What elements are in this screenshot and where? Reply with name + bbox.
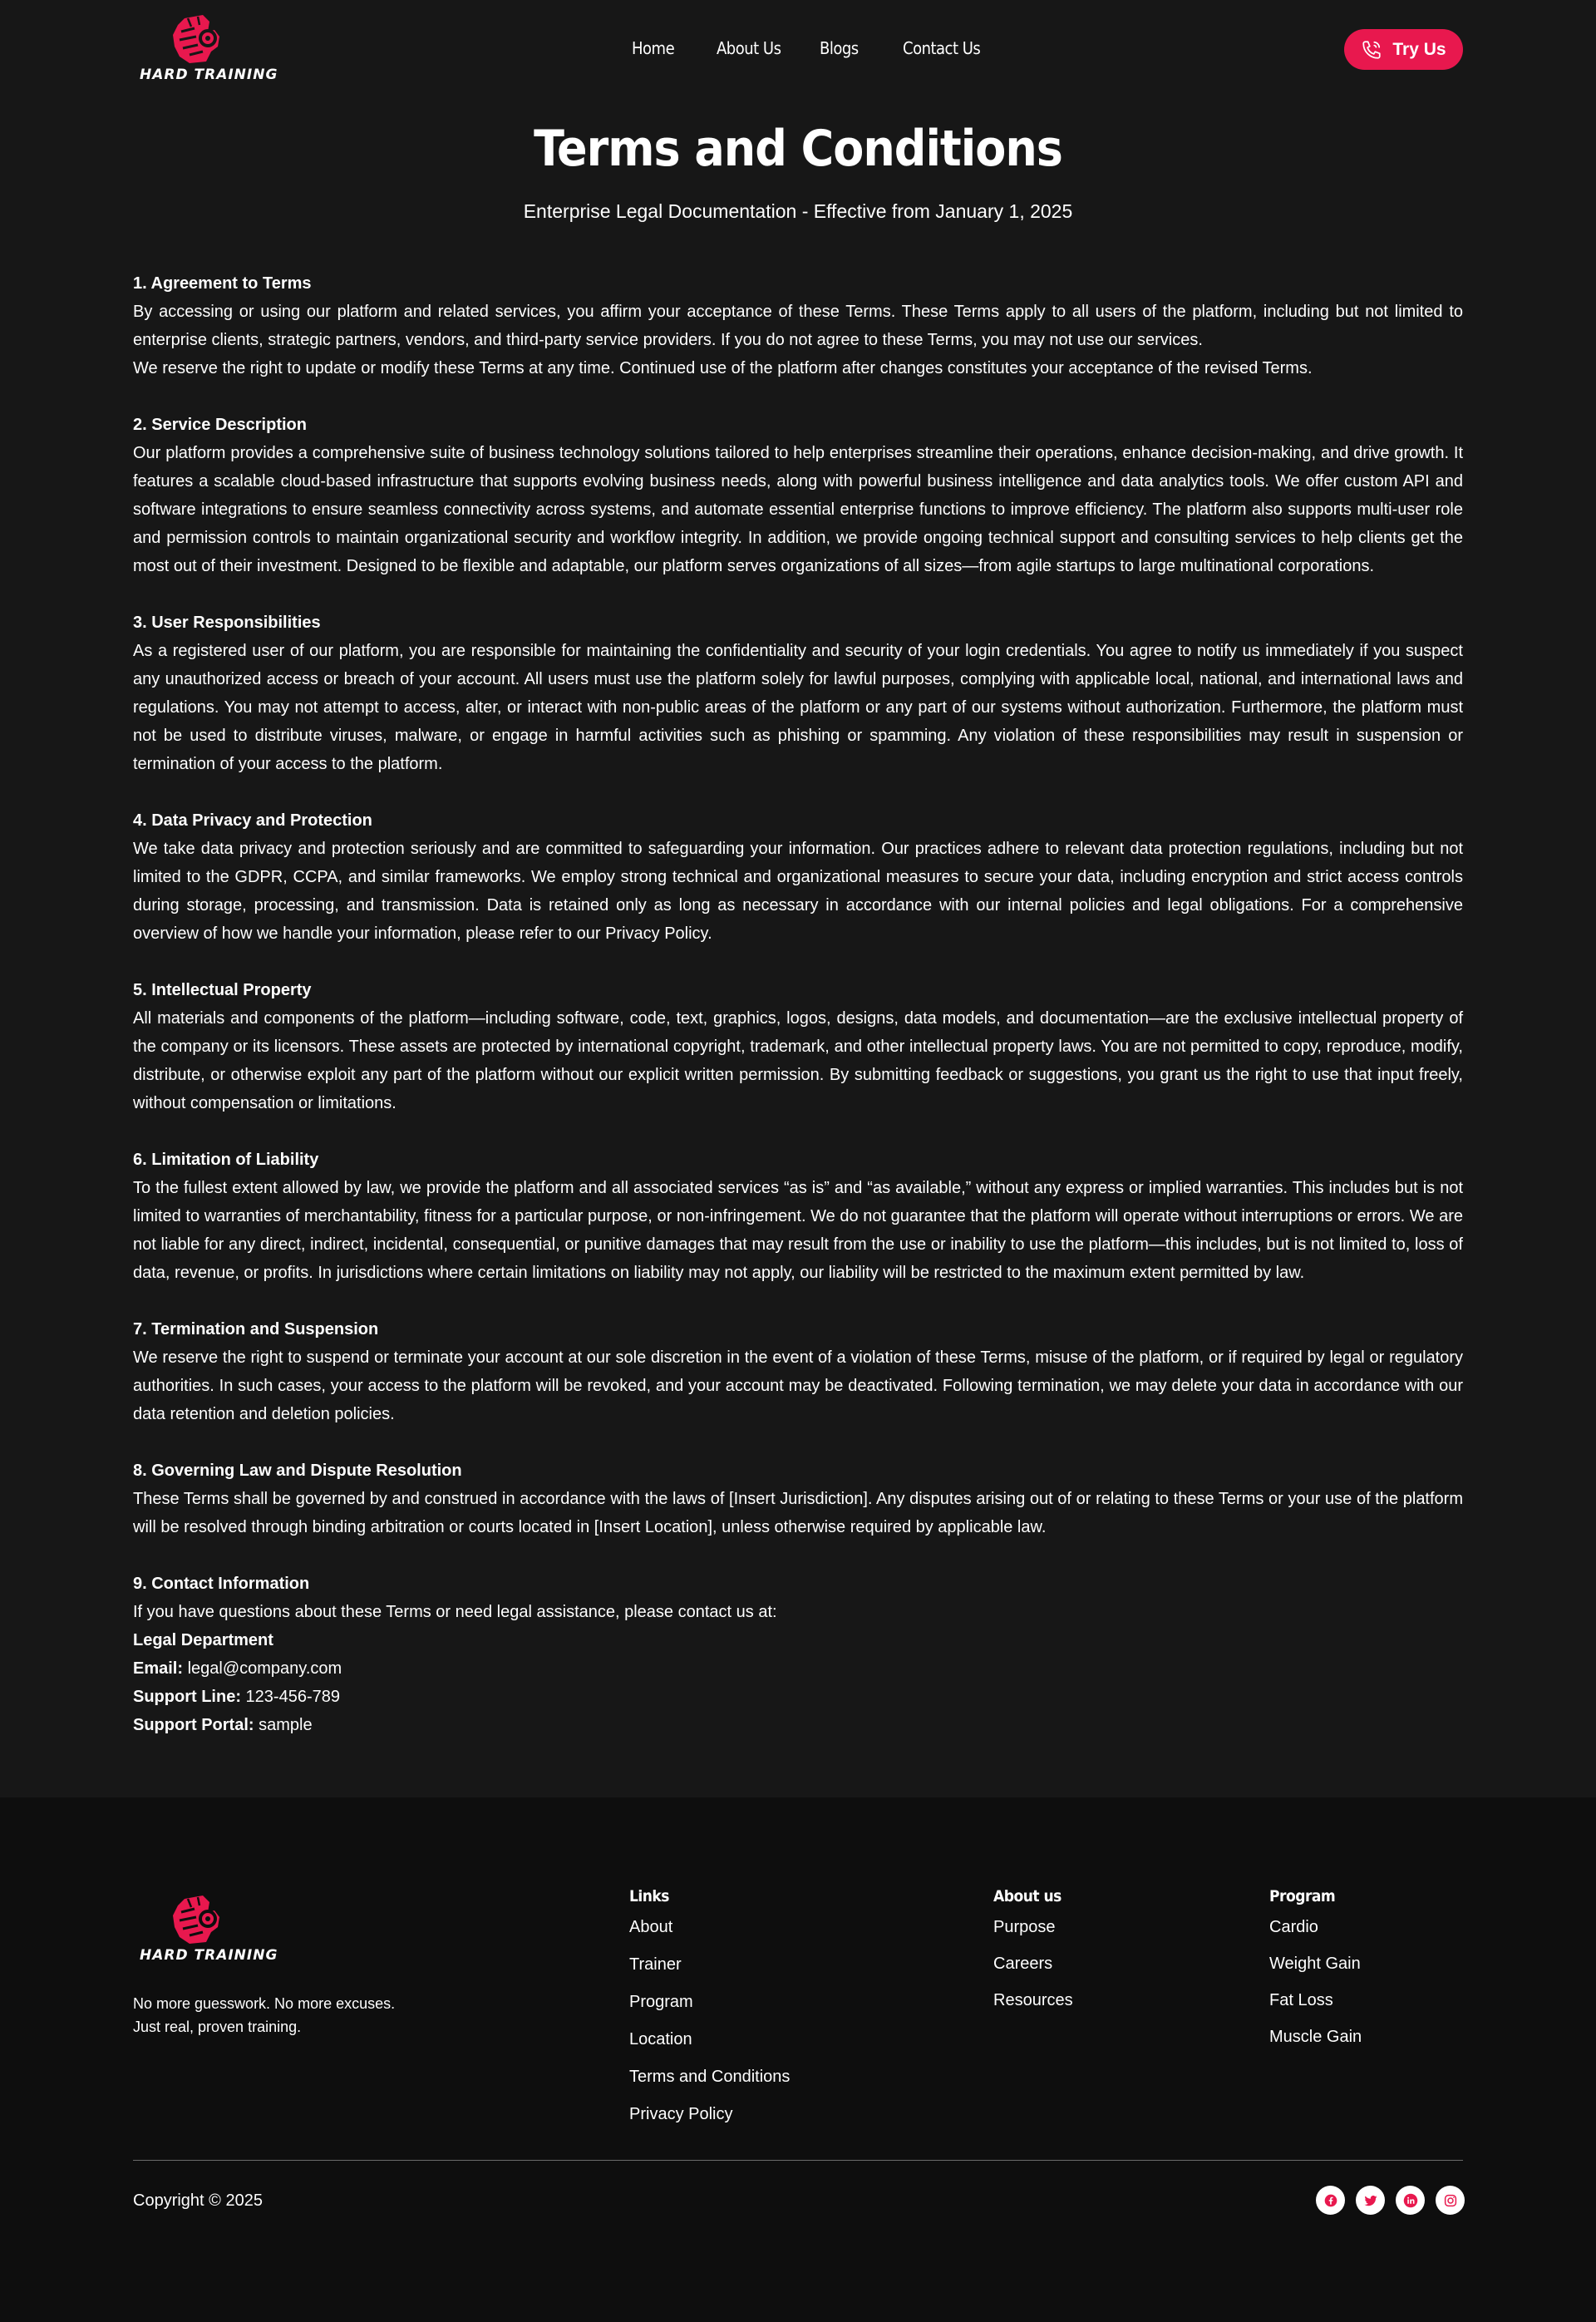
footer-link-purpose[interactable]: Purpose: [993, 1918, 1056, 1936]
section-paragraph: We take data privacy and protection seriously and are committed to safeguarding your information. Our practices adhere to relevant data protection regulations, including but not limited to the GDPR, CCPA, and similar frameworks. We employ strong technical and organizational measures to secure your data, including encryption and strict access controls during storage, processing, and transmission. Data is retained only as long as necessary in accordance with our internal policies and legal obligations. For a comprehensive overview of how we handle your information, please refer to our Privacy Policy.: [133, 840, 1463, 943]
try-us-label: Try Us: [1392, 39, 1446, 59]
nav-blogs[interactable]: Blogs: [820, 38, 859, 58]
section-heading: 7. Termination and Suspension: [133, 1320, 379, 1338]
section-heading: 4. Data Privacy and Protection: [133, 811, 372, 830]
page-subtitle: Enterprise Legal Documentation - Effective from January 1, 2025: [523, 200, 1073, 222]
footer-link-cardio[interactable]: Cardio: [1269, 1918, 1318, 1936]
phone-icon: [1361, 39, 1382, 61]
nav-contact-us[interactable]: Contact Us: [903, 38, 981, 58]
footer-about-column: [993, 1884, 1073, 2027]
section-paragraph: We reserve the right to update or modify these Terms at any time. Continued use of the platform after changes constitutes your acceptance of the revised Terms.: [133, 359, 1313, 377]
nav-about-us[interactable]: About Us: [717, 38, 781, 58]
contact-section: [133, 1570, 1463, 1739]
footer-link-resources[interactable]: Resources: [993, 1991, 1073, 2009]
contact-email: Email: legal@company.com: [133, 1659, 342, 1678]
twitter-icon[interactable]: [1356, 2186, 1385, 2215]
contact-support-line: Support Line: 123-456-789: [133, 1688, 340, 1706]
section-paragraph: To the fullest extent allowed by law, we provide the platform and all associated services “as is” and “as available,” without any express or implied warranties. This includes but is not limited to warranties of merchantability, fitness for a particular purpose, or non-infringement. We do not guarantee that the platform will operate without interruptions or errors. We are not liable for any direct, indirect, incidental, consequential, or punitive damages that may result from the use or inability to use the platform—this includes, but is not limited to, loss of data, revenue, or profits. In jurisdictions where certain limitations on liability may not apply, our liability will be restricted to the maximum extent permitted by law.: [133, 1179, 1463, 1282]
section-paragraph: All materials and components of the platform—including software, code, text, graphics, logos, designs, data models, and documentation—are the exclusive intellectual property of the company or its licensors. These assets are protected by international copyright, trademark, and other intellectual property laws. You are not permitted to copy, reproduce, modify, distribute, or otherwise exploit any part of the platform without our explicit written permission. By submitting feedback or suggestions, you grant us the right to use that input freely, without compensation or limitations.: [133, 1009, 1463, 1112]
footer-link-trainer[interactable]: Trainer: [629, 1955, 682, 1974]
footer-link-location[interactable]: Location: [629, 2030, 692, 2048]
terms-section: [133, 269, 1463, 382]
footer-link-fat-loss[interactable]: Fat Loss: [1269, 1991, 1333, 2009]
terms-section: [133, 976, 1463, 1117]
section-paragraph: We reserve the right to suspend or terminate your account at our sole discretion in the event of a violation of these Terms, misuse of the platform, or if required by legal or regulatory authorities. In such cases, your access to the platform will be revoked, and your account may be deactivated. Following termination, we may delete your data in accordance with our data retention and deletion policies.: [133, 1348, 1463, 1423]
copyright: Copyright © 2025: [133, 2191, 263, 2210]
try-us-button[interactable]: [1344, 29, 1463, 70]
section-paragraph: These Terms shall be governed by and construed in accordance with the laws of [Insert Jurisdiction]. Any disputes arising out of or relating to these Terms or your use of the platform will be resolved through binding arbitration or courts located in [Insert Location], unless otherwise required by applicable law.: [133, 1490, 1463, 1536]
logo-text: HARD TRAINING: [140, 1947, 278, 1964]
section-heading: 5. Intellectual Property: [133, 981, 312, 999]
footer-link-terms[interactable]: Terms and Conditions: [629, 2068, 791, 2086]
section-paragraph: As a registered user of our platform, you are responsible for maintaining the confidentiality and security of your login credentials. You agree to notify us immediately if you suspect any unauthorized access or breach of your account. All users must use the platform solely for lawful purposes, complying with applicable local, national, and international laws and regulations. You may not attempt to access, alter, or interact with non-public areas of the platform or any part of our systems without authorization. Furthermore, the platform must not be used to distribute viruses, malware, or engage in harmful activities such as phishing or spamming. Any violation of these responsibilities may result in suspension or termination of your access to the platform.: [133, 642, 1463, 773]
footer-links-column: [629, 1884, 790, 2142]
support-portal-value[interactable]: sample: [259, 1716, 313, 1734]
section-heading: 3. User Responsibilities: [133, 614, 321, 632]
dumbbell-fist-icon: [170, 1894, 223, 1945]
footer-link-about[interactable]: About: [629, 1918, 673, 1936]
section-heading: 6. Limitation of Liability: [133, 1151, 319, 1169]
footer-link-privacy[interactable]: Privacy Policy: [629, 2105, 733, 2123]
footer-divider: [133, 2160, 1463, 2161]
support-line-value: 123-456-789: [245, 1688, 340, 1706]
footer-link-careers[interactable]: Careers: [993, 1955, 1053, 1973]
section-heading: 8. Governing Law and Dispute Resolution: [133, 1462, 462, 1480]
section-heading: 2. Service Description: [133, 416, 307, 434]
logo-text: HARD TRAINING: [140, 67, 278, 83]
social-links: [1316, 2186, 1465, 2215]
footer-tagline: No more guesswork. No more excuses. Just real, proven training.: [133, 1995, 396, 2035]
terms-section: [133, 1146, 1463, 1287]
footer-column-title: Links: [629, 1887, 669, 1905]
contact-support-portal: Support Portal: sample: [133, 1716, 313, 1734]
page-title: Terms and Conditions: [534, 120, 1062, 178]
section-paragraph: By accessing or using our platform and related services, you affirm your acceptance of these Terms. These Terms apply to all users of the platform, including but not limited to enterprise clients, strategic partners, vendors, and third-party service providers. If you do not agree to these Terms, you may not use our services.: [133, 303, 1463, 349]
contact-department: Legal Department: [133, 1631, 273, 1649]
instagram-icon[interactable]: [1436, 2186, 1465, 2215]
linkedin-icon[interactable]: [1396, 2186, 1425, 2215]
footer-column-title: Program: [1269, 1887, 1336, 1905]
section-heading: 9. Contact Information: [133, 1575, 310, 1593]
section-paragraph: Our platform provides a comprehensive suite of business technology solutions tailored to help enterprises streamline their operations, enhance decision-making, and drive growth. It features a scalable cloud-based infrastructure that supports evolving business needs, along with powerful business intelligence and data analytics tools. We offer custom API and software integrations to ensure seamless connectivity across systems, and automate essential enterprise functions to improve efficiency. The platform also supports multi-user role and permission controls to maintain organizational security and workflow integrity. In addition, we provide ongoing technical support and consulting services to help clients get the most out of their investment. Designed to be flexible and adaptable, our platform serves organizations of all sizes—from agile startups to large multinational corporations.: [133, 444, 1463, 575]
terms-section: [133, 1457, 1463, 1541]
footer-column-title: About us: [993, 1887, 1062, 1905]
footer-link-weight-gain[interactable]: Weight Gain: [1269, 1955, 1361, 1973]
nav-home[interactable]: Home: [632, 38, 675, 58]
email-value[interactable]: legal@company.com: [187, 1659, 342, 1678]
footer-link-program[interactable]: Program: [629, 1993, 693, 2011]
facebook-icon[interactable]: [1316, 2186, 1345, 2215]
terms-section: [133, 806, 1463, 948]
terms-section: [133, 1315, 1463, 1428]
footer-program-column: [1269, 1884, 1362, 2063]
footer-logo[interactable]: [140, 1892, 278, 1969]
terms-section: [133, 609, 1463, 778]
terms-content: [133, 269, 1463, 1767]
footer-link-muscle-gain[interactable]: Muscle Gain: [1269, 2028, 1362, 2046]
site-footer: [0, 1797, 1596, 2322]
terms-section: [133, 411, 1463, 580]
section-heading: 1. Agreement to Terms: [133, 274, 312, 293]
site-header: [0, 0, 1596, 101]
contact-intro: If you have questions about these Terms or need legal assistance, please contact us at:: [133, 1603, 777, 1621]
